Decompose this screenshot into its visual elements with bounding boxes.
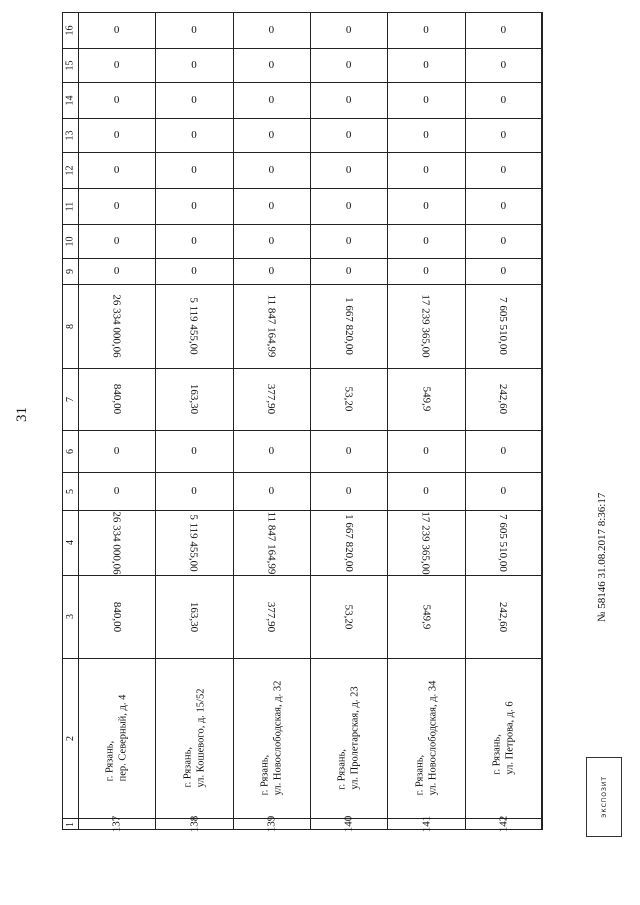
rotated-data-table (62, 12, 542, 833)
table-cell-zero: 0 (113, 24, 120, 36)
table-cell-zero: 0 (500, 59, 507, 71)
table-cell-row-number: 141 (419, 815, 432, 833)
table-row-border (542, 12, 543, 830)
table-cell-row-number: 140 (342, 815, 355, 833)
table-cell-value: 53,20 (342, 604, 355, 629)
table-cell-address: г. Рязань, ул. Кошевого, д. 15/52 (181, 688, 206, 788)
table-cell-address: г. Рязань, пер. Северный, д. 4 (104, 694, 129, 782)
table-cell-zero: 0 (268, 164, 275, 176)
table-cell-value: 163,30 (187, 383, 200, 415)
table-cell-zero: 0 (345, 59, 352, 71)
table-cell-zero: 0 (191, 265, 197, 277)
table-cell-zero: 0 (191, 235, 197, 247)
column-header-number: 2 (64, 735, 76, 741)
table-cell-zero: 0 (191, 24, 197, 36)
table-cell-row-number: 138 (187, 815, 200, 833)
table-cell-zero: 0 (268, 59, 275, 71)
table-cell-zero: 0 (423, 200, 429, 212)
table-cell-value: 26 334 000,06 (110, 510, 123, 575)
table-cell-zero: 0 (268, 445, 275, 457)
table-cell-zero: 0 (113, 445, 120, 457)
table-cell-zero: 0 (500, 235, 507, 247)
page-number: 31 (14, 407, 30, 422)
column-header-number: 5 (64, 488, 76, 494)
column-header-number: 4 (64, 540, 76, 545)
table-cell-zero: 0 (423, 485, 429, 497)
table-cell-value: 840,00 (110, 601, 123, 632)
table-cell-value: 5 119 455,00 (187, 297, 200, 355)
table-cell-value: 377,90 (265, 383, 278, 415)
column-header-number: 7 (64, 396, 76, 402)
table-cell-zero: 0 (191, 164, 197, 176)
notary-seal: ЭКСПОЗИТ (586, 757, 622, 837)
table-cell-value: 11 847 164,99 (265, 511, 278, 574)
table-cell-zero: 0 (423, 94, 429, 106)
column-header-number: 1 (64, 821, 76, 827)
table-cell-zero: 0 (268, 200, 275, 212)
table-cell-value: 163,30 (187, 601, 200, 632)
table-cell-zero: 0 (191, 445, 197, 457)
table-cell-zero: 0 (113, 265, 120, 277)
table-cell-zero: 0 (500, 485, 507, 497)
table-cell-address: г. Рязань, ул. Пролетарская, д. 23 (336, 686, 361, 790)
table-cell-zero: 0 (345, 94, 352, 106)
table-cell-zero: 0 (345, 235, 352, 247)
table-cell-zero: 0 (191, 200, 197, 212)
table-cell-zero: 0 (500, 24, 507, 36)
column-header-number: 16 (64, 25, 76, 35)
table-cell-zero: 0 (113, 94, 120, 106)
table-cell-value: 549,9 (419, 604, 432, 629)
table-cell-zero: 0 (268, 24, 275, 36)
column-header-number: 12 (64, 165, 76, 175)
table-cell-value: 1 667 820,00 (342, 297, 355, 355)
table-cell-zero: 0 (191, 59, 197, 71)
table-cell-zero: 0 (500, 445, 507, 457)
table-cell-zero: 0 (423, 59, 429, 71)
table-cell-zero: 0 (500, 164, 507, 176)
table-cell-zero: 0 (268, 265, 275, 277)
table-cell-zero: 0 (423, 235, 429, 247)
table-cell-zero: 0 (113, 164, 120, 176)
table-cell-value: 1 667 820,00 (342, 513, 355, 572)
table-cell-value: 5 119 455,00 (187, 513, 200, 572)
table-cell-zero: 0 (500, 94, 507, 106)
column-header-number: 6 (64, 448, 76, 454)
table-cell-value: 53,20 (342, 386, 355, 412)
table-cell-zero: 0 (500, 129, 507, 141)
column-header-number: 9 (64, 268, 76, 274)
column-header-number: 3 (64, 614, 76, 619)
column-header-number: 10 (64, 236, 76, 246)
table-cell-zero: 0 (191, 485, 197, 497)
table-cell-zero: 0 (423, 164, 429, 176)
column-header-number: 11 (64, 201, 76, 211)
table-cell-value: 242,60 (497, 383, 510, 415)
table-cell-row-number: 137 (110, 815, 123, 833)
table-cell-zero: 0 (345, 445, 352, 457)
column-header-number: 14 (64, 95, 76, 105)
column-header-number: 15 (64, 60, 76, 70)
table-cell-zero: 0 (500, 200, 507, 212)
table-cell-zero: 0 (423, 265, 429, 277)
column-header-number: 8 (64, 323, 76, 329)
table-cell-zero: 0 (423, 445, 429, 457)
table-cell-zero: 0 (345, 129, 352, 141)
table-cell-value: 26 334 000,06 (110, 294, 123, 358)
table-cell-value: 17 239 365,00 (419, 510, 432, 575)
table-cell-zero: 0 (423, 129, 429, 141)
table-cell-address: г. Рязань, ул. Новослободская, д. 32 (259, 680, 284, 796)
table-cell-value: 17 239 365,00 (419, 294, 432, 358)
registration-stamp: № 58146 31.08.2017 8:36:17 (596, 492, 608, 622)
table-cell-value: 840,00 (110, 383, 123, 415)
table-cell-zero: 0 (191, 129, 197, 141)
table-cell-zero: 0 (345, 164, 352, 176)
table-cell-zero: 0 (113, 200, 120, 212)
table-cell-zero: 0 (113, 235, 120, 247)
table-cell-value: 11 847 164,99 (265, 294, 278, 358)
table-cell-zero: 0 (113, 129, 120, 141)
table-cell-value: 7 605 510,00 (497, 297, 510, 355)
table-cell-zero: 0 (345, 24, 352, 36)
table-cell-zero: 0 (268, 485, 275, 497)
table-cell-zero: 0 (113, 59, 120, 71)
table-cell-value: 242,60 (497, 601, 510, 632)
table-cell-value: 377,90 (265, 601, 278, 632)
table-cell-row-number: 142 (497, 815, 510, 833)
table-cell-zero: 0 (345, 265, 352, 277)
table-cell-row-number: 139 (265, 815, 278, 833)
table-cell-address: г. Рязань, ул. Новослободская, д. 34 (413, 680, 438, 796)
table-cell-value: 7 605 510,00 (497, 513, 510, 572)
table-cell-zero: 0 (191, 94, 197, 106)
table-cell-zero: 0 (268, 94, 275, 106)
table-cell-zero: 0 (113, 485, 120, 497)
column-header-number: 13 (64, 130, 76, 140)
table-cell-value: 549,9 (419, 386, 432, 412)
table-cell-zero: 0 (500, 265, 507, 277)
table-cell-zero: 0 (268, 235, 275, 247)
table-cell-zero: 0 (423, 24, 429, 36)
table-cell-address: г. Рязань, ул. Петрова, д. 6 (491, 701, 516, 775)
table-cell-zero: 0 (345, 485, 352, 497)
table-cell-zero: 0 (268, 129, 275, 141)
table-cell-zero: 0 (345, 200, 352, 212)
